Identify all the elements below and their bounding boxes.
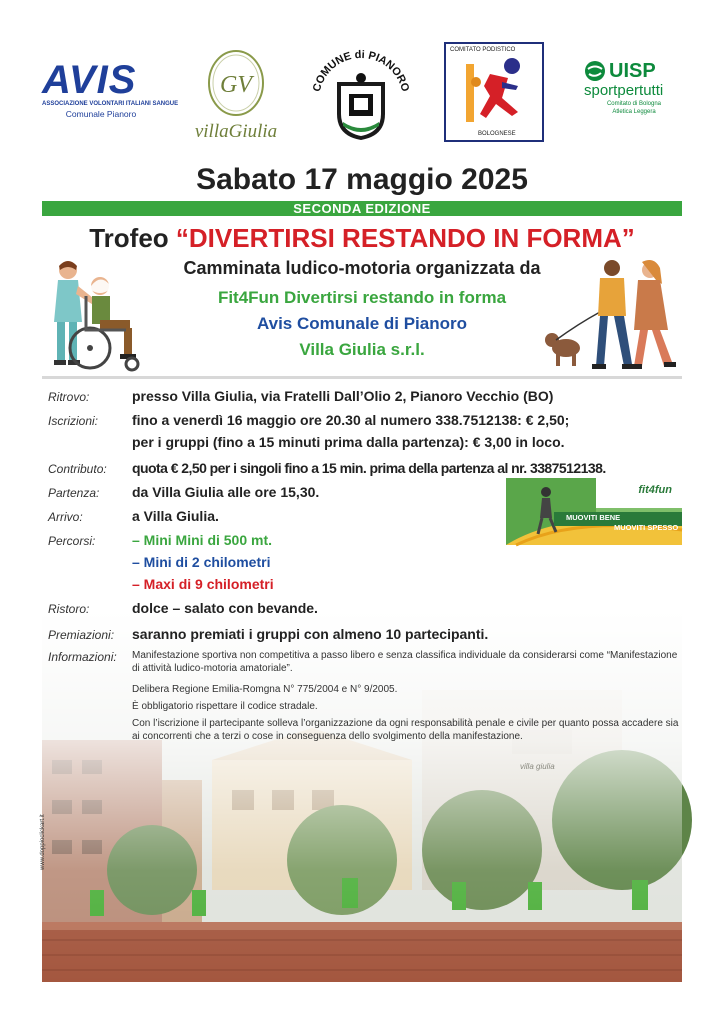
partenza-label: Partenza:: [48, 486, 100, 500]
ristoro-label: Ristoro:: [48, 602, 90, 616]
percorso-mini: – Mini di 2 chilometri: [132, 554, 271, 570]
uisp-logo: [584, 60, 684, 116]
fit4fun-brand: fit4fun: [638, 484, 672, 496]
informazioni-p1: Manifestazione sportiva non competitiva a passo libero e senza classifica individuale da considerarsi come “Manifestazione di attività ludico-motoria amatoriale”.: [132, 650, 678, 674]
iscrizioni-line2: per i gruppi (fino a 15 minuti prima dalla partenza): € 3,00 in loco.: [132, 434, 565, 450]
avis-logo-line1: ASSOCIAZIONE VOLONTARI ITALIANI SANGUE: [42, 101, 179, 107]
event-date: Sabato 17 maggio 2025: [196, 163, 528, 196]
svg-text:GV: GV: [220, 72, 252, 98]
fit4fun-ad: [506, 478, 682, 545]
premiazioni-label: Premiazioni:: [48, 628, 115, 642]
uisp-logo-name: UISP: [609, 60, 656, 82]
villa-giulia-monogram-icon: [204, 48, 268, 118]
partenza-value: da Villa Giulia alle ore 15,30.: [132, 484, 320, 500]
organizer-villa-giulia: Villa Giulia s.r.l.: [299, 340, 425, 359]
uisp-globe-icon: [584, 60, 606, 82]
fit4fun-line1: MUOVITI BENE: [566, 513, 621, 522]
runner-icon: [446, 56, 542, 126]
edition-banner: SECONDA EDIZIONE: [42, 201, 682, 216]
arrivo-label: Arrivo:: [48, 510, 83, 524]
organizer-fit4fun: Fit4Fun Divertirsi restando in forma: [217, 288, 507, 307]
trofeo-title: [0, 220, 724, 256]
premiazioni-value: saranno premiati i gruppi con almeno 10 partecipanti.: [132, 626, 489, 642]
avis-logo-name: AVIS: [42, 58, 137, 102]
uisp-logo-sport: sportpertutti: [584, 82, 664, 99]
photo-credit: www.doppioclickart.it: [40, 814, 46, 870]
svg-text:COMUNE di PIANORO: COMUNE di PIANORO: [310, 48, 412, 94]
arrivo-value: a Villa Giulia.: [132, 508, 219, 524]
informazioni-p2: Delibera Regione Emilia-Romgna N° 775/2004 e N° 9/2005.: [132, 684, 398, 695]
fit4fun-line2: MUOVITI SPESSO: [614, 523, 679, 532]
comitato-podistico-logo: [444, 42, 544, 142]
informazioni-label: Informazioni:: [48, 650, 117, 664]
section-divider: [42, 376, 682, 379]
trofeo-name: “DIVERTIRSI RESTANDO IN FORMA”: [175, 223, 635, 253]
ritrovo-label: Ritrovo:: [48, 390, 90, 404]
trofeo-prefix: Trofeo: [89, 223, 169, 253]
contributo-value: quota € 2,50 per i singoli fino a 15 min. prima della partenza al nr. 3387512138.: [132, 460, 606, 476]
percorso-maxi: – Maxi di 9 chilometri: [132, 576, 274, 592]
comitato-line1: COMITATO PODISTICO: [450, 47, 516, 53]
informazioni-p4: Con l’iscrizione il partecipante solleva l’organizzazione da ogni responsabilità penale e civile per quanto possa accadere sia ai concorrenti che a terzi o cose in conseguenza dello svolgimento della manifestazione.: [132, 718, 679, 742]
photo-sign: villa giulia: [520, 762, 555, 771]
event-subtitle: Camminata ludico-motoria organizzata da: [183, 258, 541, 278]
walking-couple-illustration: [538, 254, 688, 376]
comune-pianoro-logo: [305, 40, 417, 149]
iscrizioni-line1: fino a venerdì 16 maggio ore 20.30 al numero 338.7512138: € 2,50;: [132, 412, 570, 428]
comitato-line2: BOLOGNESE: [478, 131, 516, 137]
ritrovo-value: presso Villa Giulia, via Fratelli Dall’Olio 2, Pianoro Vecchio (BO): [132, 388, 554, 404]
avis-logo-line2: Comunale Pianoro: [65, 109, 137, 119]
contributo-label: Contributo:: [48, 462, 107, 476]
uisp-logo-sub1: Comitato di Bologna: [606, 101, 662, 107]
villa-giulia-logo-name: villaGiulia: [194, 121, 278, 142]
villa-giulia-logo: [186, 48, 286, 143]
percorsi-label: Percorsi:: [48, 534, 96, 548]
organizer-avis: Avis Comunale di Pianoro: [256, 314, 468, 333]
informazioni-p3: È obbligatorio rispettare il codice stradale.: [132, 701, 318, 712]
wheelchair-illustration: [40, 256, 150, 374]
iscrizioni-label: Iscrizioni:: [48, 414, 99, 428]
uisp-logo-sub2: Atletica Leggera: [612, 109, 656, 115]
ristoro-value: dolce – salato con bevande.: [132, 600, 318, 616]
avis-logo: [42, 58, 179, 120]
percorso-mini-mini: – Mini Mini di 500 mt.: [132, 532, 273, 548]
